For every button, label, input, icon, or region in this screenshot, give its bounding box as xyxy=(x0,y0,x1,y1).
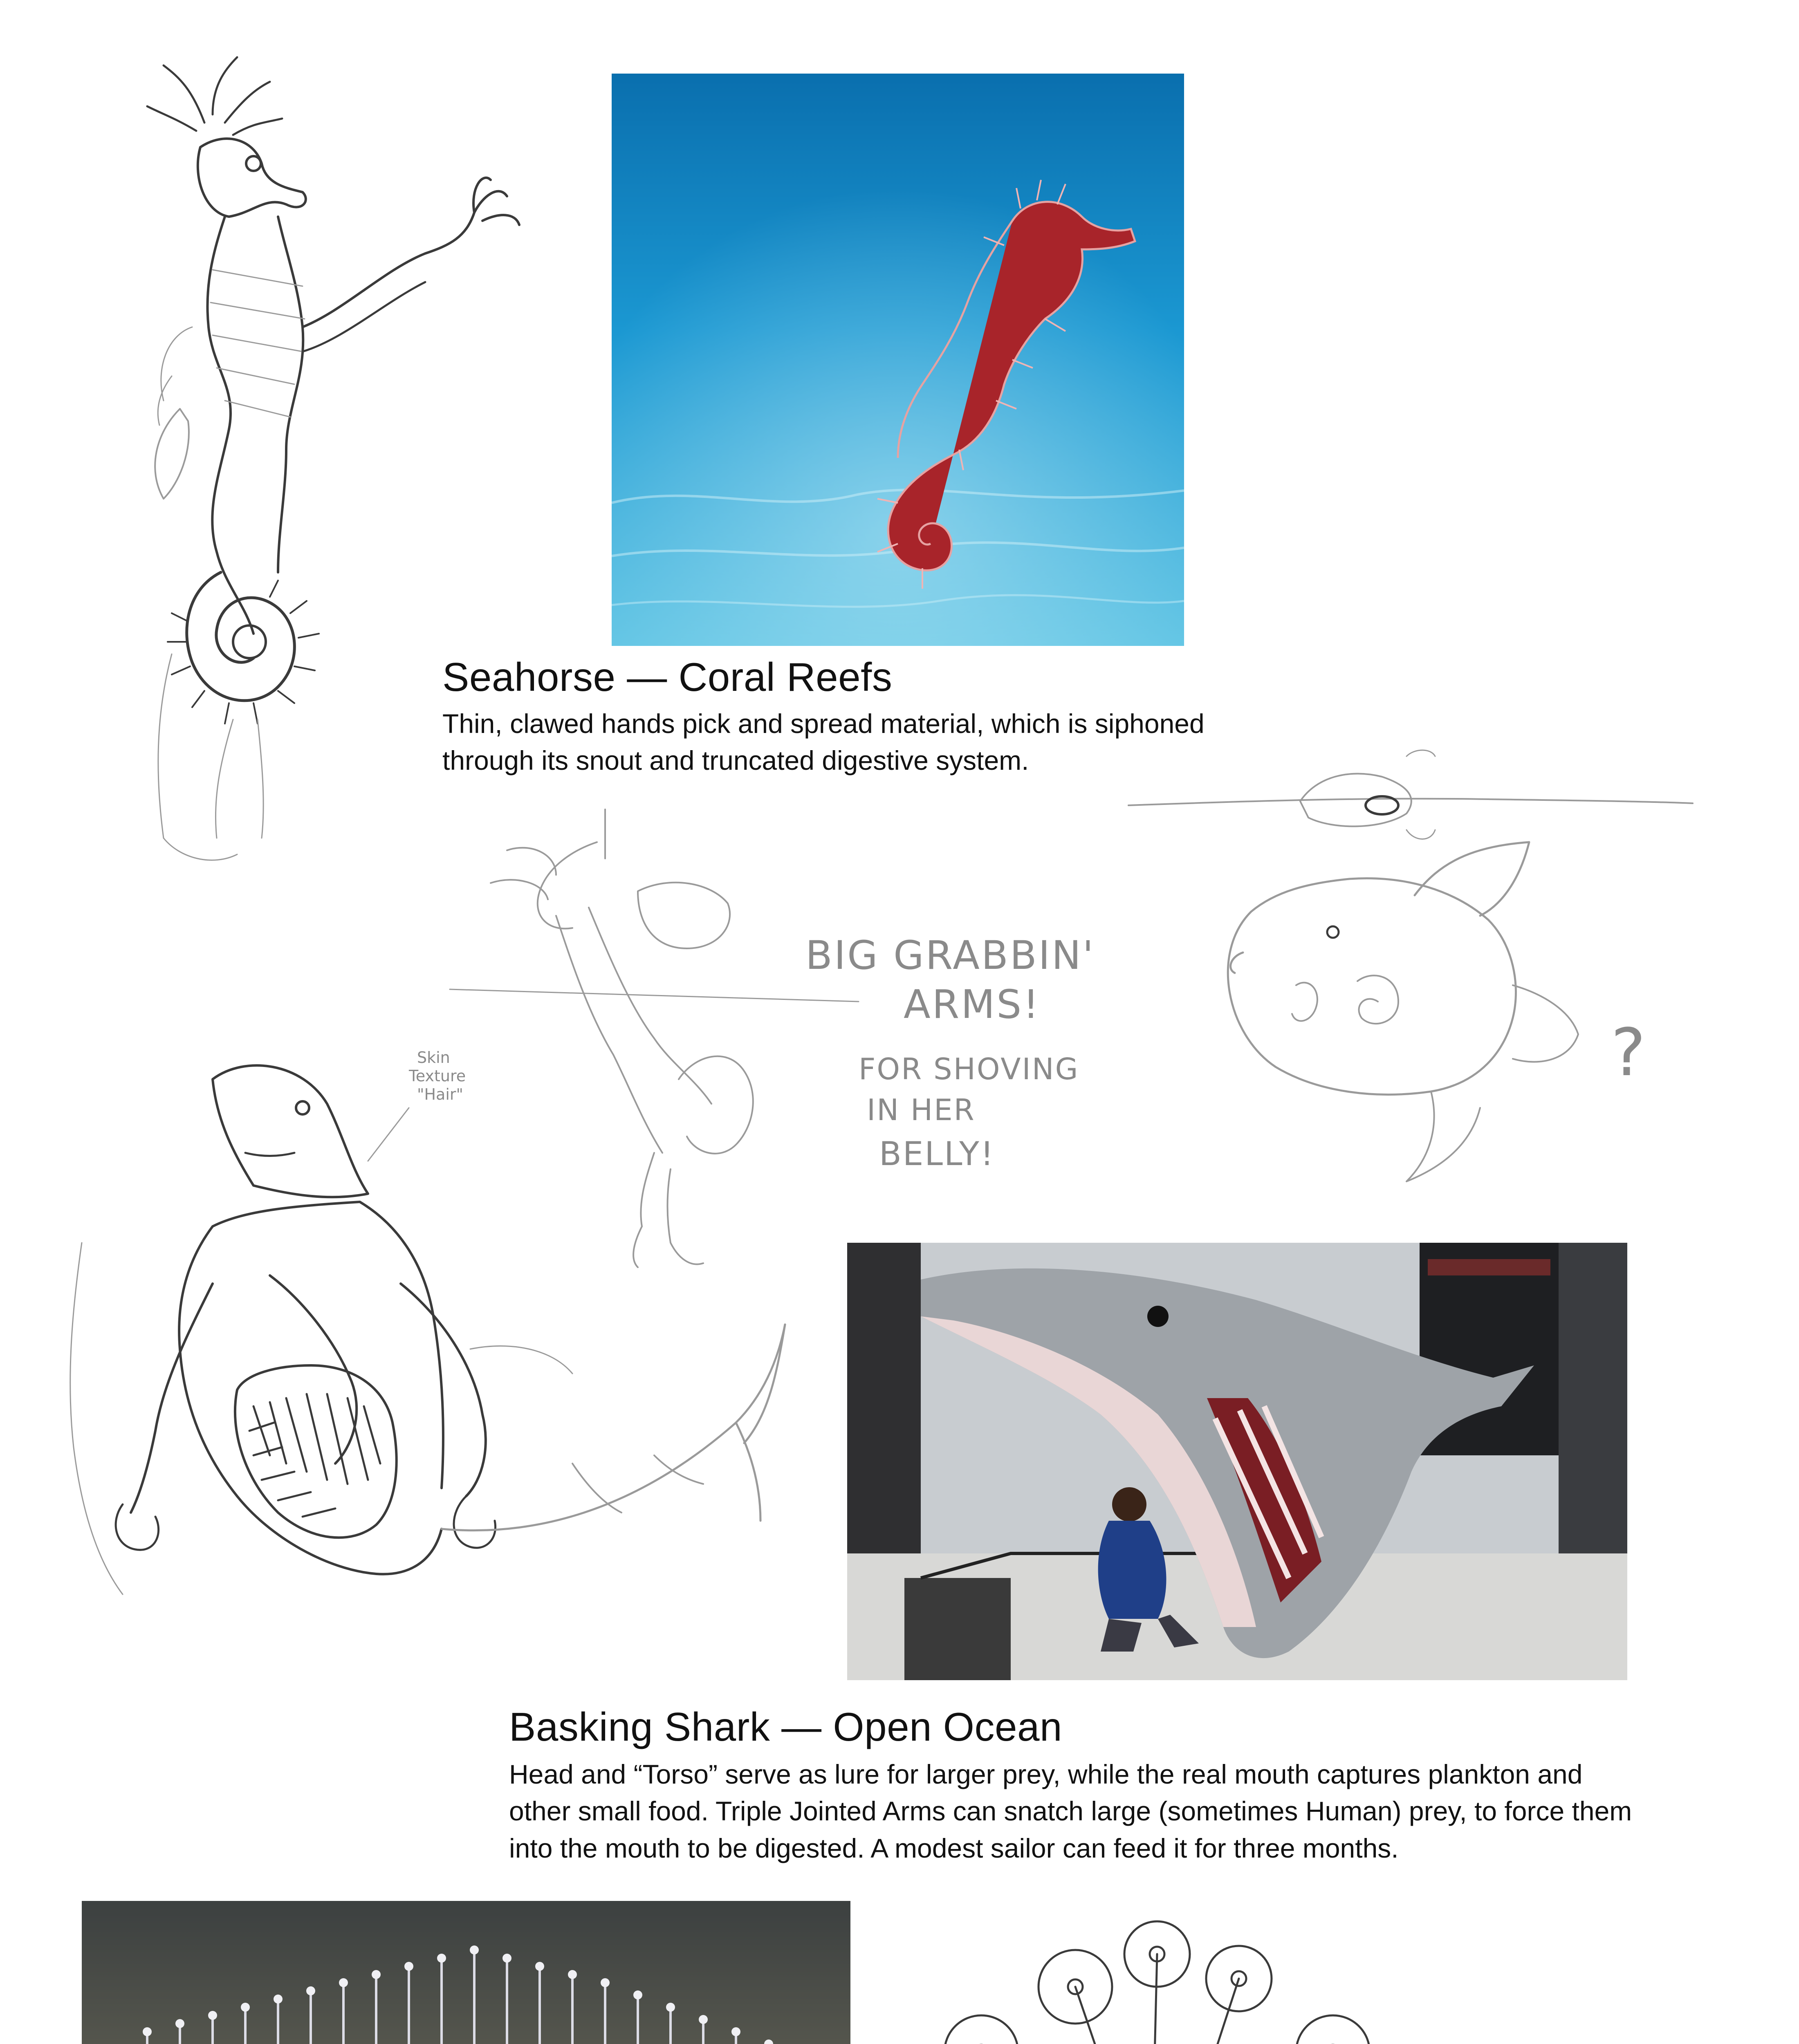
question-mark-note: ? xyxy=(1611,1014,1646,1091)
svg-text:Texture: Texture xyxy=(409,1067,466,1085)
svg-text:BELLY!: BELLY! xyxy=(879,1135,995,1173)
arms-handwritten-note xyxy=(797,932,1124,1194)
seahorse-photo xyxy=(612,74,1184,646)
basking-shark-photo xyxy=(847,1243,1627,1680)
basking-shark-title: Basking Shark — Open Ocean xyxy=(509,1704,1063,1749)
basking-shark-description: Head and “Torso” serve as lure for larger prey, while the real mouth captures plankton and other small food. Triple Jointed Arms can snatch large (sometimes Human) prey, to force them into the mouth to be digested. A modest sailor can feed it for three months. xyxy=(509,1759,1632,1863)
basking-shark-creature-sketch xyxy=(41,1055,818,1750)
harp-sponge-creature-sketch xyxy=(491,1880,1758,2044)
sunfish-creature-sketch xyxy=(1120,740,1701,1230)
svg-text:ARMS!: ARMS! xyxy=(904,982,1041,1027)
seahorse-title: Seahorse — Coral Reefs xyxy=(442,654,893,699)
svg-text:IN HER: IN HER xyxy=(867,1093,976,1127)
svg-text:BIG GRABBIN': BIG GRABBIN' xyxy=(805,932,1095,978)
svg-text:FOR SHOVING: FOR SHOVING xyxy=(859,1052,1079,1086)
seahorse-description: Thin, clawed hands pick and spread material, which is siphoned through its snout and truncated digestive system. xyxy=(442,708,1205,776)
svg-text:Skin: Skin xyxy=(417,1049,450,1067)
svg-text:"Hair": "Hair" xyxy=(417,1085,463,1103)
